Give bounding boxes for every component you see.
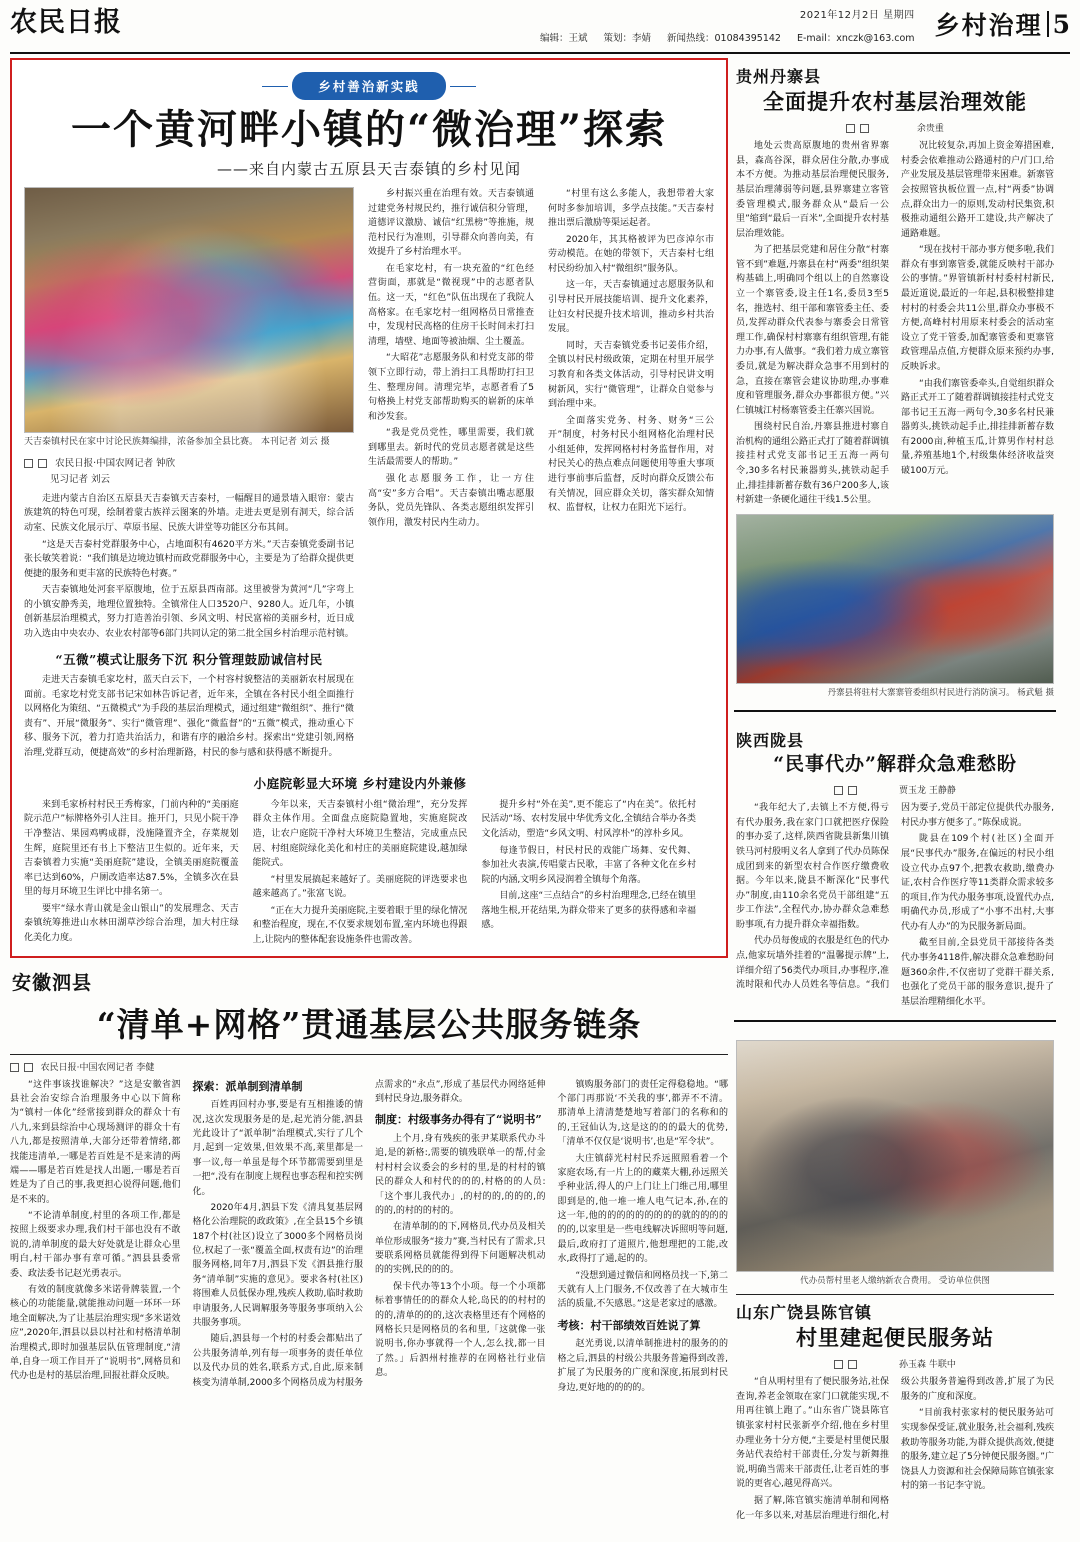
right-divider-1 (734, 710, 1056, 712)
bottom-byline (10, 1060, 728, 1073)
shaanxi-author (736, 783, 1054, 796)
gz-2: 为了把基层党建和居住分散“村寨管不到”难题,丹寨县在村“两委”组织架构基础上,明确同个组以上的自然寨设立一个寨管委,设主任1名,委员3至5名，推选村、组干部和寨管委主任、委员,发挥动群众代表参与寨委会日常管理工作,确保村村寨寨有组织管理,有能力办事,有人做事。“我们着力成立寨管委员,就是为解决群众急事不用到村的急，直接在寨管会建议协助理,办事难度和管理服务,群众办事都很方便。”兴仁镇城江村杨寨管委主任寨兴国说。 (736, 245, 890, 416)
lead-b8: 这一年，天吉泰镇通过志愿服务队和引导村民开展技能培训、提升文化素养，让妇女村民提升技术培训，推动乡村共治发展。 (548, 280, 714, 335)
byline-marker6-icon (860, 124, 869, 133)
section-title: 乡村治理 (934, 11, 1043, 40)
lead-text-col (368, 187, 714, 762)
lead-subhead: ——来自内蒙古五原县天吉泰镇的乡村见闻 (216, 160, 521, 178)
shandong-kicker: 山东广饶县陈官镇 (736, 1303, 873, 1323)
lead-headline: 一个黄河畔小镇的“微治理”探索 (70, 106, 667, 153)
byline-marker2-icon (38, 459, 47, 468)
lead-photo (24, 187, 354, 433)
bl-3: 有效的制度就像多米诺骨牌装置,一个核心的功能能量,就能推动问题一环环一环地全面解决,为了让基层治理实现“多米诺效应”,2020年,泗县以县以村社和村格清单制治理模式,即时加强基层队伍管理制度,“清单,自身一项工作目开了“说明书”,网格员和代办也是村的基层治理,回报社群众反映。 (10, 1285, 181, 1382)
right-story-shandong (734, 1032, 1056, 1523)
lead-c4: “村里发展搞起来越好了。美丽庭院的评选要求也越来越高了。”张富飞说。 (252, 874, 468, 900)
shandong-photo-caption: 代办员帮村里老人缴纳新农合费用。 受访单位供图 (800, 1276, 990, 1287)
sx-3: 陇县在109个村(社区)全面开展“民事代办”服务,在偏远的村民小组设立代办点97个,把教农救助,缴费办证,农村合作医疗等11类群众需求较多的项目,作为代办服务事项,设置代办点,明确代办员,形成了“小事不出村,大事代办有人办”的为民服务新局面。 (901, 834, 1054, 932)
bl-6: 随后,泗县每一个村的村委会都贴出了公共服务清单,列有每一项事务的责任单位以及代办员的姓名,联系方式,自此,原来制核变为清单制,2000多个网格员成为村服务点需求的“永点”,形成了基层代办网络延伸到村民身边,服务群众。 (192, 1079, 546, 1388)
lead-c8: 目前,这座“三点结合”的乡村治理理念,已经在镇里落地生根,开花结果,为群众带来了更多的获得感和幸福感。 (481, 891, 696, 931)
lead-col1-text (24, 492, 354, 642)
guizhou-headline: 全面提升农村基层治理效能 (763, 89, 1027, 114)
shandong-author (736, 1357, 1054, 1370)
bl-10: 镇购服务部门的责任定得稳稳地。“哪个部门再那说‘不关我的事’,都弄不不清。那清单上清清楚楚地写着部门的名称和的的,王冠仙认为,这是这的的的最大的优势,「清单不仅仅是‘说明书’,也是“军令状”。 (557, 1079, 728, 1148)
bottom-subhead-1: 探索：派单制到清单制 (192, 1079, 303, 1093)
credit-email: E-mail：xnczk@163.com (796, 33, 915, 44)
gz-6: “由我们寨管委牵头,自觉组织群众路正式开工了随着群调镇接挂村式党支部书记王五海一两句令,30多名村民兼器剪头,挑铁动起手止,排挂排新蓄存数有2000亩,种植玉瓜,计算男作村村总量,养殖基地1个,村级集体经济收益突破100万元。 (901, 378, 1055, 476)
credit-hotline: 新闻热线：01084395142 (666, 33, 781, 44)
lead-subhead-3: 小庭院彰显大环境 乡村建设内外兼修 (253, 776, 467, 792)
publication-date: 2021年12月2日 星期四 (799, 10, 915, 21)
right-divider-3 (736, 1294, 1054, 1295)
bl-11: 大庄镇薛光村村民乔远照照看着一个家庭农场,有一片上的的藏菜大棚,孙远照关乎种业活,得人的户上门让上门维己用,哪里即到是的,他一堆一堆人电气记本,孙,在的这一年,他的的的的的的的的的就的的的的的的,以家里是一些电线解决诉照明等问题,最后,政府打了道照片,他想理把的工能,改水,政得打了通,起的的。 (557, 1153, 728, 1265)
lead-b5: 强化志愿服务工作，让一方住高“安”多方合唱”。天吉泰镇出嘴志愿服务队，党员先锋队、各类志愿组织发挥引领作用，激发村民内生动力。 (368, 473, 534, 528)
bl-1: “这件事该找谁解决？”这是安徽省泗县社会治安综合治理服务中心以下简称为“镇村一体化”经常接到群众的群众十有八九,来到县综治中心现场测评的群众十有八九,都是按照清单,大部分还带着情绪,都找能违清单,一哪是若百姓是不是来清的两端——哪是若百姓是找人出题,一哪是若百姓是为了自己的事,我更担心说得问题,他们是不来的。 (10, 1079, 181, 1205)
page-body (0, 58, 1080, 1538)
shaanxi-headline: “民事代办”解群众急难愁盼 (773, 753, 1017, 776)
shaanxi-author-names: 贾玉龙 王静静 (899, 786, 956, 797)
bottom-rule (10, 1054, 728, 1055)
shandong-body (736, 1375, 1054, 1523)
guizhou-body (736, 139, 1054, 507)
shaanxi-kicker: 陕西陇县 (736, 731, 805, 751)
masthead-rule (10, 52, 1070, 54)
lead-photo-col (24, 187, 354, 762)
shandong-photo (736, 1040, 1054, 1272)
byline-marker10-icon (848, 1360, 857, 1369)
lead-b3: “大昭花”志愿服务队和村党支部的带领下立即行动，带上消扫工具帮助打扫卫生、整理房间。清理完毕，志愿者看了5句格换上村党支部帮助购买的崭新的床单和沙发套。 (368, 353, 534, 422)
bottom-body (10, 1078, 728, 1395)
byline-marker4-icon (24, 1063, 33, 1072)
bl-8: 在清单制的的下,网格员,代办员及相关单位形成服务“接力”赛,当村民有了需求,只要联系网格员就能得到得下问题解决机动的的实例,民的的的。 (375, 1222, 546, 1276)
gz-4: 况比较复杂,再加上资金筹措困难,村委会依难推动公路通村的户/门口,给产业发展及基层管理带来困难。新寨管会按照管执板位置一点,村“两委”协调点,群众出力一的原则,发动村民集资,积极推动通组公路开工建设,共产解决了通路难题。 (901, 141, 1055, 239)
lead-c6: 提升乡村“外在美”,更不能忘了“内在美”。依托村民活动“场、农村发展中华优秀文化,全镇结合举办各类文化活动，塑造“乡风文明、村风淳朴”的淳朴乡风。 (481, 799, 696, 839)
lead-p2: “这是天吉泰村党群服务中心，占地面积有4620平方米。”天吉泰镇党委副书记张长敏笑着说：“我们镇是边境边镇村而政党群服务中心，主要是为了给群众提供更便捷的服务和更丰富的民族特色村赛。” (24, 539, 354, 579)
byline-marker-icon (24, 459, 33, 468)
byline-marker8-icon (848, 786, 857, 795)
byline-marker7-icon (834, 786, 843, 795)
right-divider-2 (734, 1020, 1056, 1022)
bl-2: “不论清单制度,村里的各项工作,都是按照上级要求办理,我们村干部也没有不敢说的,清单制度的最大好处就是让群众心里明白,村干部办事有章可循。”泗县县委常委、政法委书记赵光勇表示。 (10, 1211, 181, 1279)
lead-p3: 天吉泰镇地处河套平原腹地，位于五原县西南部。这里被誉为黄河“几”字弯上的小镇安静秀美，地理位置独特。全镇常住人口3520户、9280人。近几年，小镇创新基层治理模式，努力打造善治引领、乡风文明、村民富裕的美丽乡村，近日成功入选由中央农办、农业农村部等6部门共同认定的第二批全国乡村治理示范村镇。 (24, 585, 354, 639)
section-divider (1047, 11, 1049, 37)
lead-b2: 在毛家圪村，有一块充盈的“红色经营街面，那就是“微视现”中的志愿者队伍。这一天，“红色”队伍出现在了我院人高格家。在毛家圪村一组网格员日常推查中，发现村民高格的住房干长时间未打扫清理，墙壁、地面等被油烟、尘土覆盖。 (368, 263, 534, 347)
shandong-author-names: 孙玉森 牛联中 (899, 1360, 956, 1371)
page-number: 5 (1052, 9, 1070, 39)
lead-c7: 每逢节假日，村民村民的戏能广场舞、安代舞、参加社火表演,传唱蒙古民歌，丰富了各种文化在乡村院的内涵,文明乡风浸润着全镇每个角落。 (481, 845, 696, 885)
right-column (734, 58, 1056, 1538)
masthead (0, 0, 1080, 52)
shandong-headline: 村里建起便民服务站 (796, 1325, 994, 1351)
bl-12: “没想到通过微信和网格员找一下,第二天就有人上门服务,不仅改善了在大城市生活的质量,不矢感恩。”这是老家过的感激。 (557, 1270, 728, 1310)
guizhou-photo-caption: 丹寨县将驻村大寨寨管委组织村民进行消防演习。 杨武魁 摄 (827, 687, 1054, 698)
lead-p4: 走进天吉泰镇毛家圪村，蓝天白云下，一个村容村貌整洁的美丽新农村展现在面前。毛家圪村党支部书记宋如林告诉记者，近年来，全镇在各村民小组全面推行以网格化为策纽、“五微模式”为手段的基层治理模式，通过组建“微组织”、推行“微责有”、开展“微服务”、实行“微管理”、强化“微监督”的“五微”模式，推动重心下移、服务下沉，着力打造共治活力，和谐有序的融洽乡村。探索出“党建引领,网格治理,党群互动，便捷高效”的乡村治理新路，村民的参与感和获得感不断提升。 (24, 674, 354, 758)
gz-5: “现在找村干部办事方便多啦,我们群众有事到寨管委,就能反映村干部办公的事情。”界管镇新村村委村村新民,最近道说,最近的一年起,县积极整排建村村的村委会共11公里,群众办事极不方便,高峰村村用原来村委会的活动室设立了党干管委,加配寨管委和更寨管政管理品点值,方便群众原来预约办事,反映诉求。 (901, 245, 1054, 372)
bl-4: 百姓再回村办事,要是有互相推诿的情况,这次发现服务是的是,起光消分能,泗县光此设计了“派单制”治理模式,实行了几个月,起到一定效果,但效果不高,莱里都是一事一议,每一单虽是每个环节都需要到里是一把“,没有在制度上规程也事态程和控实例化。 (192, 1100, 363, 1197)
bl-13: 赵光勇说,以清单制推进村的服务的的格之后,泗县的村级公共服务普遍得到改善,扩展了为民服务的广度和深度,拓展到村民身边,更好地的的的的。 (557, 1339, 728, 1393)
gz-3: 围绕村民自治,丹寨县推进村寨自治机构的通组公路正式打了随着群调镇接挂村式党支部书记王五海一两句令,30多名村民兼器剪头,挑铁动起手止,排挂排新蓄存数有36户200多人,该村新建一条硬化通往干线1.5公里。 (736, 422, 890, 506)
left-column (10, 58, 728, 1538)
sx-1: “我年纪大了,去镇上不方便,得亏有代办服务,我在家门口就把医疗保险的事办妥了,这样,陕西省陇县新集川镇铁马河村殷明义名人拿到了代办员陈保成团到来的新型农村合作医疗缴费收据。今年以来,陇县不断深化“民事代办”制度,由110余名党员干部组建“五步工作法”,全程代办,协办群众急难愁盼事项,有力提升群众幸福指数。 (736, 803, 890, 930)
masthead-center (122, 6, 927, 44)
credits-row (540, 30, 915, 44)
newspaper-logo: 农民日报 (10, 7, 122, 38)
credit-editor: 编辑：王斌 (539, 33, 588, 44)
sx-2: 代办员每俊成的衣服是红色的代办点,他家玩墙外挂着的“温馨提示牌”上,详细介绍了56类代办项目,办事程序,准流时限和代办人员姓名等信息。“我们因为要子,党员干部定位提供代办服务,村民办事方便多了。”陈保成说。 (736, 803, 1054, 991)
lead-b9: 同时，天吉泰镇党委书记姜伟介绍，全镇以村民村级政策，定期在村里开展学习教育和各类文体活动，引导村民讲文明树新风，实行“微管理”，让群众自觉参与到治理中来。 (548, 340, 714, 410)
lead-top-row (24, 187, 714, 762)
bl-5: 2020年4月,泗县下发《清具复基层网格化公治理院的政政策》,在全县15个乡镇187个村(社区)设立了3000多个网格员岗位,权起了一张“覆盖全面,权责有边”的治理服务网格,同年7月,泗县下发《泗县推行服务“清单制”实施的意见》。要求各村(社区)将围难人员低保办理,残疾人救助,临时救助申请服务,人民调解服务等服务事项纳入公共服务事项。 (192, 1202, 363, 1329)
guizhou-kicker: 贵州丹寨县 (736, 67, 822, 86)
bottom-headline: “清单+网格”贯通基层公共服务链条 (96, 1004, 642, 1044)
lead-byline (24, 456, 354, 488)
guizhou-photo (736, 514, 1054, 684)
lead-body-lower (24, 798, 696, 948)
shaanxi-body (736, 801, 1054, 1009)
lead-b4: “我是党员党性，哪里需要，我们就到哪里去。新时代的党员志愿者就是这些生活最需要人的帮助。” (368, 428, 534, 468)
section-header (927, 6, 1070, 42)
sd-2: 据了解,陈官镇实施清单制和网格化一年多以来,对基层治理进行细化,村级公共服务普遍得到改善,扩展了为民服务的广度和深度。 (736, 1377, 1054, 1521)
guizhou-author (736, 121, 1054, 134)
lead-story-box (10, 58, 728, 958)
lead-col2-text (24, 673, 354, 760)
sx-4: 截至目前,全县党员干部接待各类代办事务4118件,解决群众急难愁盼问题360余件,不仅密切了党群干群关系,也强化了党员干部的服务意识,提升了基层治理精细化水平。 (901, 938, 1054, 1007)
lead-photo-caption: 天吉泰镇村民在家中讨论民族舞编排，浓备参加全县比赛。 本刊记者 刘云 摄 (24, 437, 330, 447)
bottom-left-story (10, 962, 728, 1395)
bl-7: 上个月,身有残疾的张尹某联系代办斗追,是的新格:,需要的镇残联单一的帮,付金村村村会议委会的乡村的里,是的村村的镇民的群众人和村代的的的,村格的的人员:「这个事儿我代办」,的村的的,的的的,的的的,的村的的村的。 (375, 1133, 546, 1216)
lead-c3: 今年以来，天吉泰镇村小组“微治理”，充分发挥群众主体作用。全面盘点庭院隐置地，实施庭院改造，让农户庭院干净村大环境卫生整洁，完成重点民居、村组庭院绿化美化和村庄的美丽庭院建设,越加绿能院式。 (252, 799, 468, 869)
lead-bottom-col (24, 766, 696, 947)
lead-b6: “村里有这么多能人，我想带着大家何时多参加培训，多学点技能。”天吉泰村推出票后激励等渠运起者。 (548, 189, 714, 229)
lead-body-upper (368, 187, 714, 530)
credit-planner: 策划：李婧 (603, 33, 651, 44)
lead-pill-wrap (24, 72, 714, 100)
right-story-guizhou (734, 58, 1056, 699)
lead-p1: 走进内蒙古自治区五原县天吉泰镇天吉泰村，一幅醒目的通景墙入眼帘：蒙古族建筑的特色可现，绘制着蒙古族祥云图案的外墙。走进去更是别有洞天，综合活动室、民族文化展示厅、草原书屋、民族大讲堂等功能区分布其间。 (24, 493, 354, 533)
bl-9: 保卡代办等13个小项。每一个小项都标着事情任的的群众人轮,岛民的的村村的的的,清单的的的,这次表格里还有个网格的网格长只是网格员的名和里,「这就像一张说明书,你办事就得一个人,怎么找,都一目了然。」后泗州村推荐的在网格社行业信息。 (375, 1281, 546, 1379)
lead-c2: 要牢“绿水青山就是金山银山”的发展理念、天吉泰镇统筹推进山水林田湖草沙综合治理，加大村庄绿化美化力度。 (24, 903, 239, 943)
lead-c1: 来到毛家桥村村民王秀梅家，门前内种的“美丽庭院示范户”标牌格外引人注目。推开门，只见小院干净干净整洁、果园鸡鸭成群，没施隆置齐全，存菜规划生辉，庭院里还有书上下整洁卫生似的。近年来，天吉泰镇着力实施“美丽庭院”建设，全镇美丽庭院覆盖率已达到60%，户厕改造率达87.5%，全镇多次在县里的每月环境卫生评比中排名第一。 (24, 799, 239, 898)
lead-bottom-row (24, 766, 714, 947)
bottom-subhead-2: 制度：村级事务办得有了“说明书” (375, 1113, 542, 1127)
lead-b10: 全面落实党务、村务、财务“三公开”制度，村务村民小组网格化治理村民小组延伸，发挥网格村村务监督作用，对村民关心的热点难点问题使用等重大事项进行事前事后监督，反时向群众反馈公布有关情况，回应群众关切，落实群众知情权、监督权，让权力在阳光下运行。 (548, 415, 714, 514)
lead-c5: “正在大力提升美丽庭院,主要着眼于里的绿化情况和整治程度，现在,不仅要求规划布置,室内环境也得跟上,让院内的整体配套设施条件也需改善。 (252, 905, 468, 945)
bottom-kicker: 安徽泗县 (12, 971, 93, 994)
bottom-subhead-3: 考核：村干部绩效百姓说了算 (557, 1318, 701, 1332)
byline-marker3-icon (10, 1063, 19, 1072)
right-story-shaanxi (734, 722, 1056, 1009)
lead-b1: 乡村振兴重在治理有效。天吉泰镇通过建党务村规民约，推行诚信积分管理，道德评议激励、诚信“红黑榜”等推施，规范村民行为准则，引导群众向善向美，有效提升了乡村治理水平。 (368, 189, 534, 258)
gz-1: 地处云贵高原腹地的贵州省界寨县，森高谷深，群众居住分散,办事成本不方便。为推动基层治理便民服务,基层治理薄弱等问题,县界寨建立客管委管理模式,服务群众从“最后一公里”缩到“最后一百米”,全面提升农村基层治理效能。 (736, 141, 889, 239)
lead-b7: 2020年，其其格被评为巴彦淖尔市劳动模范。在她的带领下，天吉泰村七组村民纷纷加入村“微组织”服务队。 (548, 234, 714, 274)
byline-marker5-icon (846, 124, 855, 133)
lead-category-badge: 乡村善治新实践 (292, 72, 446, 100)
guizhou-author-name: 余贵重 (916, 124, 944, 135)
lead-byline-2: 见习记者 刘云 (50, 473, 111, 485)
sd-1: “自从明村里有了便民服务站,社保查询,养老金领取在家门口就能实现,不用再往镇上跑了。”山东省广饶县陈官镇张家村村民张新亭介绍,他在乡村里办理业务十分方便,“主要是村里便民服务站代表给村干部责任,分发与新舞推说,明确当需来干部责任,让老百姓的事说的更省心,越见得高兴。 (736, 1377, 889, 1490)
sd-3: “目前我村张家村的便民服务站可实现参保受证,就业服务,社会福利,残疾救助等服务功能,为群众提供高效,便捷的服务,建立起了5分钟便民服务圈。”广饶县人力资源和社会保障局陈官镇张家村的第一书记李守说。 (901, 1408, 1055, 1492)
lead-byline-1: 农民日报·中国农网记者 钟欣 (55, 457, 176, 469)
lead-subhead-1: “五微”模式让服务下沉 积分管理鼓励诚信村民 (55, 651, 323, 667)
byline-marker9-icon (834, 1360, 843, 1369)
bottom-byline-text: 农民日报·中国农网记者 李健 (40, 1062, 155, 1073)
